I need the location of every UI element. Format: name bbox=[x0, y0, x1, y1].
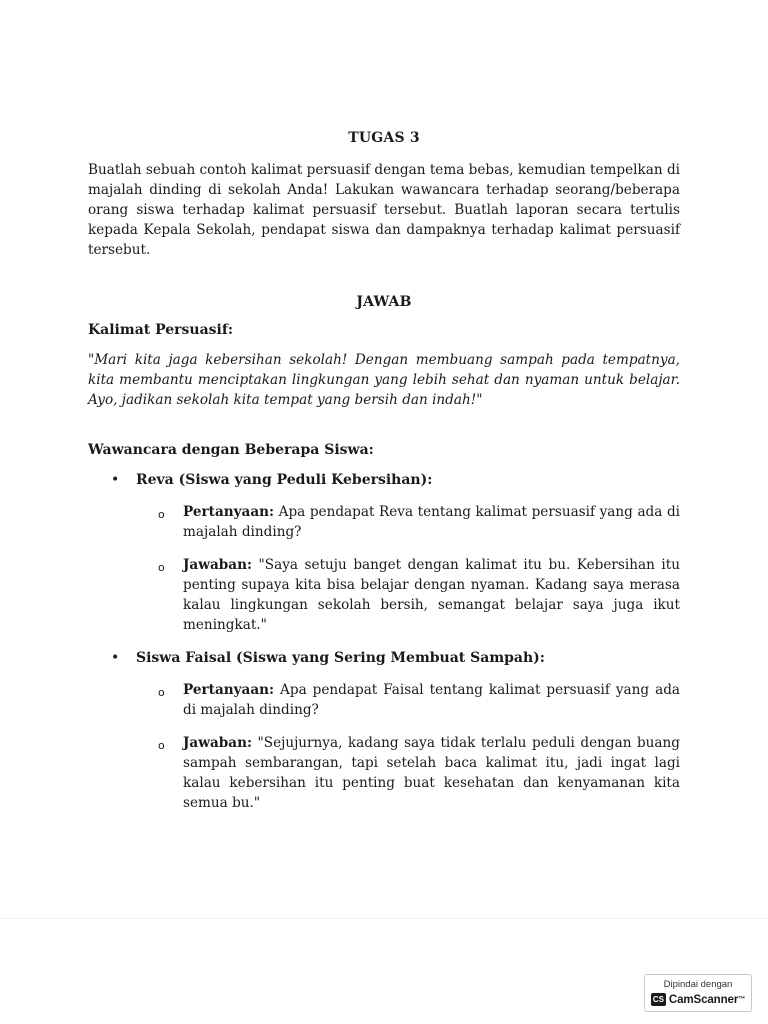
qa-label: Jawaban: bbox=[183, 557, 252, 573]
qa-text: Apa pendapat Faisal tentang kalimat persuasif yang ada di majalah dinding? bbox=[183, 682, 680, 718]
qa-label: Pertanyaan: bbox=[183, 682, 275, 698]
document-page bbox=[88, 130, 680, 826]
assignment-instructions: Buatlah sebuah contoh kalimat persuasif dengan tema bebas, kemudian tempelkan di majalah dinding di sekolah Anda! Lakukan wawancara terhadap seorang/beberapa orang siswa terhadap kalimat persuasif tersebut. Buatlah laporan secara tertulis kepada Kepala Sekolah, pendapat siswa dan dampaknya terhadap kalimat persuasif tersebut. bbox=[88, 162, 680, 258]
qa-text: "Sejujurnya, kadang saya tidak terlalu peduli dengan buang sampah sembarangan, tapi setelah baca kalimat itu, jadi ingat lagi kalau kebersihan itu penting buat kesehatan dan kenyamanan kita semua bu." bbox=[183, 735, 680, 811]
camscanner-logo-icon: CS bbox=[652, 995, 664, 1004]
qa-item bbox=[136, 502, 680, 542]
qa-item bbox=[136, 680, 680, 720]
interviewee-item bbox=[88, 648, 680, 813]
answer-title: JAWAB bbox=[356, 294, 412, 310]
camscanner-watermark bbox=[644, 974, 752, 1012]
qa-list bbox=[136, 680, 680, 813]
bullet-icon: • bbox=[111, 472, 120, 488]
persuasive-quote: "Mari kita jaga kebersihan sekolah! Dengan membuang sampah pada tempatnya, kita membantu menciptakan lingkungan yang lebih sehat dan nyaman untuk belajar. Ayo, jadikan sekolah kita tempat yang bersih dan indah!" bbox=[88, 352, 680, 408]
interviewee-list bbox=[88, 470, 680, 813]
circle-bullet-icon: o bbox=[158, 561, 165, 574]
qa-item bbox=[136, 733, 680, 813]
watermark-trademark: ™ bbox=[738, 996, 746, 1003]
circle-bullet-icon: o bbox=[158, 739, 165, 752]
interview-heading: Wawancara dengan Beberapa Siswa: bbox=[88, 442, 374, 458]
watermark-brand-row bbox=[645, 993, 751, 1006]
watermark-brand: CamScanner bbox=[668, 993, 739, 1006]
assignment-title: TUGAS 3 bbox=[348, 130, 420, 146]
qa-label: Jawaban: bbox=[183, 735, 252, 751]
bullet-icon: • bbox=[111, 650, 120, 666]
page-divider bbox=[0, 918, 768, 919]
qa-item bbox=[136, 555, 680, 635]
circle-bullet-icon: o bbox=[158, 686, 165, 699]
interviewee-item bbox=[88, 470, 680, 635]
qa-paragraph bbox=[183, 502, 680, 542]
qa-list bbox=[136, 502, 680, 635]
qa-paragraph bbox=[183, 680, 680, 720]
circle-bullet-icon: o bbox=[158, 508, 165, 521]
watermark-caption: Dipindai dengan bbox=[663, 979, 733, 990]
qa-text: "Saya setuju banget dengan kalimat itu bu. Kebersihan itu penting supaya kita bisa belajar dengan nyaman. Kadang saya merasa kalau lingkungan sekolah bersih, semangat belajar saya juga ikut meningkat." bbox=[183, 557, 680, 633]
qa-paragraph bbox=[183, 555, 680, 635]
persuasive-heading: Kalimat Persuasif: bbox=[88, 322, 234, 338]
qa-text: Apa pendapat Reva tentang kalimat persuasif yang ada di majalah dinding? bbox=[183, 504, 680, 540]
qa-paragraph bbox=[183, 733, 680, 813]
interviewee-name: Siswa Faisal (Siswa yang Sering Membuat Sampah): bbox=[136, 650, 545, 666]
interviewee-name: Reva (Siswa yang Peduli Kebersihan): bbox=[136, 472, 433, 488]
qa-label: Pertanyaan: bbox=[183, 504, 275, 520]
